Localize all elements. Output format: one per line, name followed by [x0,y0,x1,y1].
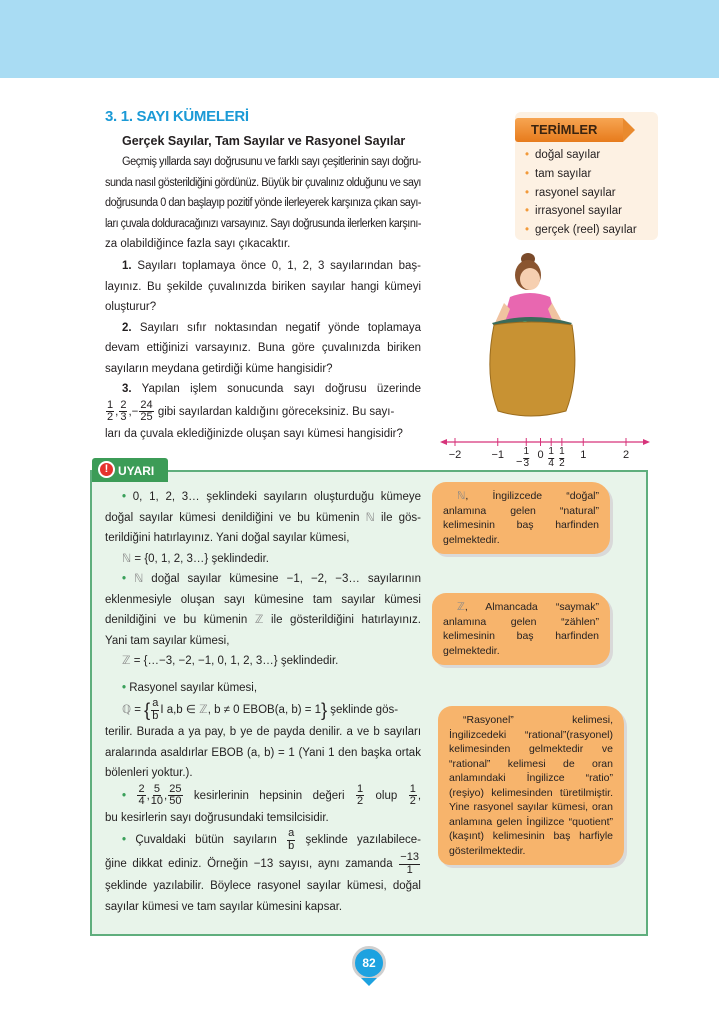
page-number: 82 [352,946,386,980]
warning-text [105,487,421,917]
line-content [105,214,421,235]
girl-with-sack-illustration [480,245,590,423]
line-content [122,678,257,699]
note-text: “Rasyonel” kelimesi, İngilizcedeki “rational”(rasyonel) kelimesinden gelmektedir ve “rational” kelimesi de oran anlamındaki İngilizce “ratio” (reşiyo) kelimesinden türetilmiştir. Yine rasyonel sayılar kümesi, oran anlamına gelen İngilizce “quotient” (kaşınt) kelimesinin baş harfiyle gösterilmektedir. [449,714,613,857]
text-line [105,763,421,784]
line-content [122,256,421,277]
text: = {…−3, −2, −1, 0, 1, 2, 3…} şeklindedir. [130,655,339,667]
line-content [105,424,403,445]
text-line [105,152,421,173]
term-item: • gerçek (reel) sayılar [525,221,637,240]
text-line [105,722,421,743]
bullet-icon: • [122,834,127,847]
text: , [115,405,119,418]
line-content [105,234,290,255]
denominator: 3 [120,411,127,423]
numerator: 5 [153,782,160,795]
fraction [119,400,127,424]
bullet-icon: • [122,681,127,694]
text: Sayıları sıfır noktasından negatif yönde toplamaya [131,321,421,334]
text: denildiğini ve bu kümenin [105,614,255,626]
term-item: • doğal sayılar [525,146,637,165]
line-content [122,651,338,672]
tick-label: −2 [448,449,462,461]
number-line-axis [440,433,650,453]
text-line [105,173,421,194]
right-arrow-icon [643,439,650,445]
text: ,− [128,405,139,418]
set-symbol: ℤ [122,655,131,667]
text: devam ettiğinizi varsayınız. Buna göre çuvalınızda biriken [105,342,421,354]
numerator: 1 [107,398,114,411]
text-line [105,590,421,611]
text-line [105,379,421,400]
text-line [105,610,421,631]
text: doğal sayılar kümesine −1, −2, −3… sayılarının [143,573,421,585]
bullet-icon: • [122,573,127,585]
text-line [105,852,421,876]
text-line [105,876,421,897]
text: Rasyonel sayılar kümesi, [126,681,258,694]
set-symbol: ℤ [254,614,264,626]
text-line [105,214,421,235]
note-text: , İngilizcede “doğal” anlamına gelen “natural” kelimesinin baş harfinden gelmektedir. [443,490,599,546]
fraction [399,852,420,876]
denominator: b [288,839,295,852]
text-line [105,508,421,529]
denominator: 4 [548,457,554,469]
text-line [105,651,421,672]
item-number: 3. [122,383,132,395]
terms-box [515,112,658,240]
tick-label: −1 [491,449,505,461]
fraction [523,447,529,469]
text: doğal sayılar kümesi denildiğini ve bu kümenin [105,511,366,524]
text: 0, 1, 2, 3… şeklindeki sayıların oluşturduğu kümeye [126,491,421,503]
text: ile gös- [374,511,421,524]
terms-list [525,146,637,240]
numerator: a [288,827,295,840]
numerator: 2 [120,398,127,411]
text: kesirlerinin hepsinin değeri [183,789,355,802]
text-line [105,256,421,277]
line-content [105,743,421,764]
text [126,573,134,585]
fraction [139,400,153,424]
denominator: 2 [356,795,364,808]
text-line [105,400,421,424]
fraction [409,784,417,808]
text: ları da çuvala eklediğinizde oluşan sayı kümesi hangisidir? [105,427,403,440]
line-content [105,297,156,318]
numerator: 1 [523,446,530,457]
note-rational [438,706,624,865]
section-title: 3. 1. SAYI KÜMELERİ [105,108,249,125]
numerator: 25 [169,782,182,795]
text: layınız. Bu şekilde çuvalınızda biriken sayılar hangi kümeyi [105,280,422,293]
text-line [105,277,421,298]
text-line [105,528,421,549]
line-content [105,876,421,897]
text-line [105,549,421,570]
denominator: 50 [169,795,182,808]
numerator: 1 [548,446,554,457]
numerator: a [152,697,159,709]
set-symbol: ℕ [365,511,375,524]
natural-symbol: ℕ [457,490,466,502]
tick-label: 2 [622,449,630,461]
text: , [164,789,168,802]
text-line [105,784,421,808]
tick-label [559,447,565,469]
number-line [440,425,650,475]
text: gibi sayılardan kaldığını göreceksiniz. Bu sayı- [154,405,395,418]
text: eklenmesiyle oluşan sayı kümesine tam sayılar kümesi [105,593,421,606]
text: şeklinde yazılabilece- [296,834,421,847]
text-line [105,569,421,590]
line-content [122,152,421,173]
text: Geçmiş yıllarda sayı doğrusunu ve farklı sayı çeşitlerinin sayı doğru- [122,156,421,168]
fraction [356,784,364,808]
line-content [122,569,421,590]
text: sayıların meydana getirdiği küme hangisidir? [105,362,333,375]
fraction [559,447,565,469]
text: Sayıları toplamaya önce 0, 1, 2, 3 sayılarından baş- [131,260,422,272]
text-line [105,828,421,852]
item-number: 1. [122,260,132,272]
text-line [105,808,421,829]
text: , b ≠ 0 EBOB(a, b) = 1 [207,704,322,717]
text-line [105,359,421,380]
denominator: b [152,709,159,722]
text-line [105,338,421,359]
text-line [105,631,421,652]
fraction [151,698,159,722]
numerator: 1 [356,782,364,795]
tick-label [516,446,530,469]
left-arrow-icon [440,439,447,445]
denominator: 1 [406,863,413,876]
line-content [122,698,398,722]
text-line [105,678,421,699]
text: za olabildiğince fazla sayı çıkacaktır. [105,238,291,250]
denominator: 3 [523,457,530,469]
line-content [105,508,421,529]
line-content [105,173,421,194]
line-content [105,338,421,359]
set-symbol: ℕ [122,552,132,565]
set-symbol: ℤ [199,704,208,717]
intro-paragraph [105,152,421,255]
text: ile gösterildiğini hatırlayınız. [263,614,421,626]
line-content [105,808,329,829]
denominator: 2 [107,411,114,423]
text: oluşturur? [105,301,157,313]
text-line [105,297,421,318]
line-content [105,610,421,631]
text: sunda nasıl gösterildiğini gördünüz. Büyük bir çuvalınız olduğunu ve sayı [105,176,421,189]
text: = [131,704,145,717]
set-symbol: ℕ [134,573,144,585]
tick-label [548,447,554,469]
text-line [105,193,421,214]
text: I a,b ∈ [160,704,200,717]
line-content [122,487,421,508]
term-item: • rasyonel sayılar [525,184,637,203]
page-marker-arrow-icon [361,978,377,986]
text: Yapılan işlem sonucunda sayı doğrusu üzerinde [131,383,421,395]
text [126,790,136,802]
line-content [105,277,421,298]
note-integer [432,593,610,665]
tick-label: 1 [580,449,587,461]
denominator: 25 [140,411,153,423]
brace: { [144,700,151,720]
text: , [146,789,150,802]
numerator: −13 [400,851,419,864]
line-content [105,193,421,214]
minus-sign: − [516,456,523,468]
text: ğine dikkat ediniz. Örneğin −13 sayısı, aynı zamanda [105,858,399,871]
denominator: 10 [150,795,164,808]
term-item: • tam sayılar [525,165,637,184]
exclamation-icon: ! [98,461,115,478]
numerator: 2 [138,782,145,795]
text: aralarında asaldırlar EBOB (a, b) = 1 (Yani 1 den başka ortak [105,746,421,759]
integer-symbol: ℤ [457,601,465,613]
line-content [105,763,193,784]
line-content [105,722,421,743]
text: , [417,789,422,802]
line-content [122,379,421,400]
line-content [122,828,421,852]
text: doğrusunda 0 dan başlayıp pozitif yönde ilerleyerek karşınıza çıkan sayı- [105,197,422,209]
set-symbol: ℚ [122,704,132,717]
line-content [105,590,421,611]
bullet-icon: • [122,789,127,802]
text-line [105,318,421,339]
term-item: • irrasyonel sayılar [525,202,637,221]
text: terilir. Burada a ya pay, b ye de payda denilir. a ve b sayıları [105,726,422,739]
text: şeklinde yazılabilir. Böylece rasyonel sayılar kümesi, doğal [105,880,421,893]
line-content [105,359,333,380]
line-content [105,631,229,652]
fraction [168,784,182,808]
numerator: 1 [409,782,416,795]
text: Yani tam sayılar kümesi, [105,634,230,647]
top-banner [0,0,719,78]
text-line [105,698,421,722]
line-content [122,318,421,339]
text: olup [365,789,408,802]
line-content [105,852,421,876]
line-content [105,400,394,424]
item-number: 2. [122,321,132,334]
bullet-icon: • [122,491,127,503]
line-content [122,549,269,570]
denominator: 2 [559,457,565,469]
note-natural [432,482,610,554]
numerator: 24 [140,398,153,411]
warning-label: UYARI [118,464,155,478]
tick-label: 0 [537,449,544,461]
text-line [105,487,421,508]
denominator: 2 [409,795,416,808]
brace: } [321,700,328,720]
text-line [105,897,421,918]
subsection-title: Gerçek Sayılar, Tam Sayılar ve Rasyonel Sayılar [122,134,406,148]
warning-tab [92,458,168,482]
fraction [287,828,295,852]
numerator: 1 [559,446,565,457]
text-line [105,743,421,764]
fraction [548,447,554,469]
line-content [122,784,421,808]
fraction [106,400,114,424]
terms-title: TERİMLER [515,118,623,142]
text-line [105,424,421,445]
text: ları çuvala dolduracağınızı varsayınız. Sayı doğrusunda ilerlerken karşını- [105,217,422,230]
questions [105,256,421,444]
text: sayılar kümesi ve tam sayılar kümesini kapsar. [105,900,343,913]
text: şeklinde gös- [327,704,399,717]
text: = {0, 1, 2, 3…} şeklindedir. [131,552,269,565]
text: terildiğini hatırlayınız. Yani doğal sayılar kümesi, [105,532,350,544]
denominator: 4 [138,795,145,808]
text: Çuvaldaki bütün sayıların [126,834,287,847]
text: bölenleri yoktur.). [105,767,193,780]
fraction [151,784,163,808]
note-text: , Almancada “saymak” anlamına gelen “zählen” kelimesinin baş harfinden gelmektedir. [443,601,599,657]
text: bu kesirlerin sayı doğrusundaki temsilcisidir. [105,811,329,824]
fraction [137,784,145,808]
line-content [105,528,349,549]
text-line [105,234,421,255]
line-content [105,897,342,918]
